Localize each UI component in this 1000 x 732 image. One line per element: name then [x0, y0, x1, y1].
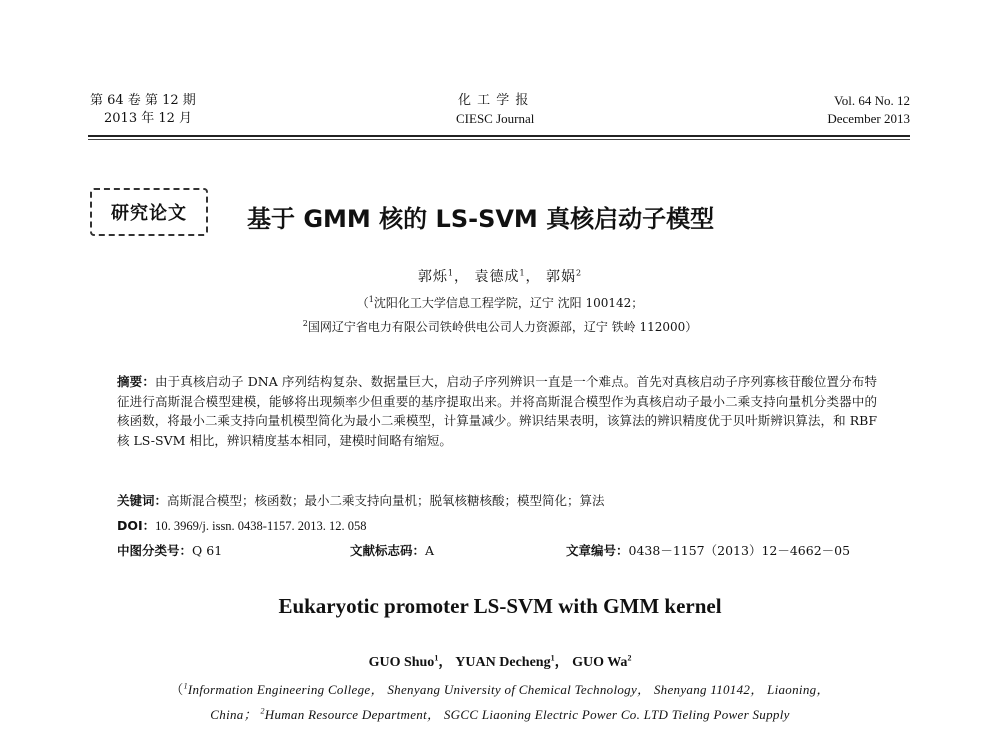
abstract-cn — [117, 372, 877, 450]
affiliation-en-1: （$^1$Information Engineering College， Shenyang University of Chemical Technology， Shenyang 110142， Liaoning， — [170, 681, 830, 697]
author-en-1: GUO Shuo — [368, 655, 435, 670]
authors-cn — [0, 266, 1000, 286]
doi — [117, 516, 367, 534]
author-en-3: GUO Wa — [572, 655, 628, 670]
article-number — [566, 541, 850, 559]
abstract-label: 摘要： — [117, 374, 155, 389]
abstract-text: 由于真核启动子 DNA 序列结构复杂、数据量巨大，启动子序列辨识一直是一个难点。首先对真核启动子序列寡核苷酸位置分布特征进行高斯混合模型建模，能够将出现频率少但重要的基序提取出来。并将高斯混合模型作为真核启动子最小二乘支持向量机分类器中的核函数，将最小二乘支持向量机模型简化为最小二乘模型，计算量减少。辨识结果表明，该算法的辨识精度优于贝叶斯辨识算法，和 RBF 核 LS-SVM 相比，辨识精度基本相同，建模时间略有缩短。 — [117, 374, 877, 448]
journal-name-en: CIESC Journal — [456, 111, 535, 126]
affiliation-en-2b-text: Human Resource Department， SGCC Liaoning Electric Power Co. LTD Tieling Power Supply — [264, 707, 790, 722]
journal-name-cn: 化 工 学 报 — [458, 93, 530, 108]
author-cn-2: 袁德成 — [474, 269, 520, 285]
header-rule-thick — [88, 135, 910, 137]
author-en-1-sup: 1 — [434, 653, 439, 663]
category-badge-label: 研究论文 — [111, 203, 187, 224]
author-cn-1-sup: 1 — [447, 268, 454, 278]
journal-volume-issue-en: Vol. 64 No. 12 — [834, 93, 910, 108]
paper-title-en: Eukaryotic promoter LS-SVM with GMM kernel — [278, 594, 722, 618]
header-rule-thin — [88, 139, 910, 140]
author-cn-1: 郭烁 — [417, 269, 448, 285]
affiliation-en-1-text: Information Engineering College， Shenyang University of Chemical Technology， Shenyang 110142， Liaoning， — [187, 682, 830, 697]
affiliation-cn-2 — [0, 318, 1000, 335]
journal-volume-issue-cn: 第 64 卷 第 12 期 — [90, 93, 196, 108]
journal-date-cn: 2013 年 12 月 — [104, 111, 193, 126]
classification-value: Q 61 — [192, 543, 223, 558]
document-code — [350, 541, 434, 559]
keywords-text: 高斯混合模型；核函数；最小二乘支持向量机；脱氧核糖核酸；模型简化；算法 — [167, 493, 605, 508]
affiliation-en-2-sup: 2 — [260, 706, 265, 716]
classification-label: 中图分类号： — [117, 543, 193, 558]
affiliation-en-1-sup: 1 — [183, 681, 188, 691]
author-cn-2-sup: 1 — [519, 268, 526, 278]
author-en-2: YUAN Decheng — [455, 655, 551, 670]
document-code-label: 文献标志码： — [350, 543, 426, 558]
category-badge — [90, 188, 208, 236]
doi-label: DOI： — [117, 518, 156, 533]
affiliation-cn-1: （$^1$沈阳化工大学信息工程学院，辽宁 沈阳 100142； — [356, 295, 644, 310]
affiliation-en-2a-text: China； — [210, 707, 261, 722]
paper-title-cn: 基于 GMM 核的 LS-SVM 真核启动子模型 — [247, 205, 715, 233]
classification-number — [117, 541, 222, 559]
doi-value: 10. 3969/j. issn. 0438-1157. 2013. 12. 058 — [155, 519, 367, 533]
author-sep: ， — [525, 269, 541, 285]
affiliation-cn-1-text: 沈阳化工大学信息工程学院，辽宁 沈阳 100142； — [373, 296, 644, 310]
document-code-value: A — [425, 543, 435, 558]
author-cn-3-sup: 2 — [576, 268, 583, 278]
keywords-label: 关键词： — [117, 493, 168, 508]
article-number-label: 文章编号： — [566, 543, 629, 558]
affiliation-cn-2-text: 国网辽宁省电力有限公司铁岭供电公司人力资源部，辽宁 铁岭 112000） — [307, 320, 698, 334]
authors-en: GUO Shuo$^1$， YUAN Decheng$^1$， GUO Wa$^2$ — [368, 653, 632, 670]
affiliation-cn-1-sup: 1 — [368, 295, 374, 304]
author-en-2-sup: 1 — [550, 653, 555, 663]
keywords-cn — [117, 491, 877, 509]
author-en-3-sup: 2 — [627, 653, 632, 663]
affiliation-en-2 — [0, 704, 1000, 723]
article-number-value: 0438－1157（2013）12－4662－05 — [628, 543, 851, 558]
affiliation-cn-2-sup: 2 — [302, 319, 308, 328]
journal-date-en: December 2013 — [827, 111, 910, 126]
author-cn-3: 郭娲 — [546, 269, 576, 285]
author-sep: ， — [454, 269, 469, 285]
